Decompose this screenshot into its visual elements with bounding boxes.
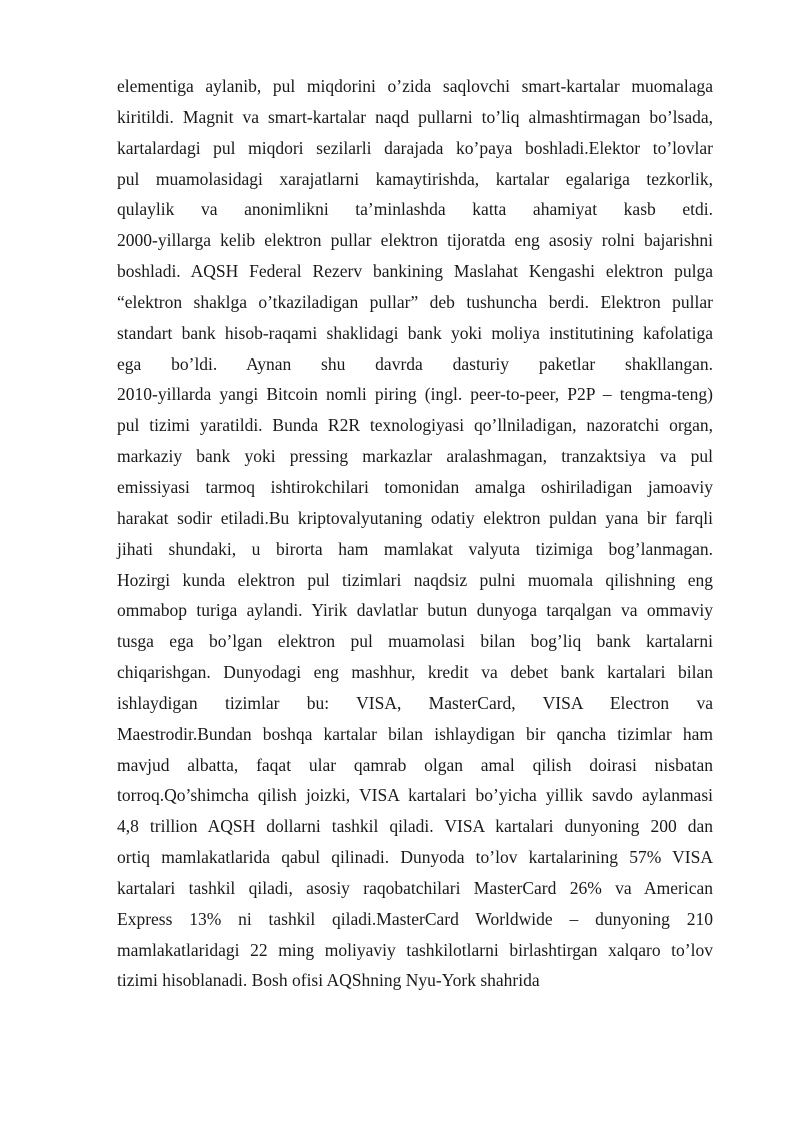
text-line: ortiq mamlakatlarida qabul qilinadi. Dunyoda to’lov kartalarining 57% VISA	[117, 847, 713, 868]
text-line: tizimi hisoblanadi. Bosh ofisi AQShning Nyu-York shahrida	[117, 970, 540, 991]
text-line: boshladi. AQSH Federal Rezerv bankining Maslahat Kengashi elektron pulga	[117, 261, 713, 282]
text-line: elementiga aylanib, pul miqdorini o’zida saqlovchi smart-kartalar muomalaga	[117, 76, 713, 96]
text-line: harakat sodir etiladi.Bu kriptovalyutaning odatiy elektron puldan yana bir farqli	[117, 507, 713, 528]
text-line: kartalardagi pul miqdori sezilarli darajada ko’paya boshladi.Elektor to’lovlar	[117, 137, 713, 158]
text-line: emissiyasi tarmoq ishtirokchilari tomonidan amalga oshiriladigan jamoaviy	[117, 476, 713, 497]
text-line: kartalari tashkil qiladi, asosiy raqobatchilari MasterCard 26% va American	[117, 877, 713, 898]
text-line: Maestrodir.Bundan boshqa kartalar bilan ishlaydigan bir qancha tizimlar ham	[117, 723, 713, 744]
text-line: standart bank hisob-raqami shaklidagi bank yoki moliya institutining kafolatiga	[117, 322, 713, 343]
text-line: 2010-yillarda yangi Bitcoin nomli piring (ingl. peer-to-peer, P2P – tengma-teng)	[117, 384, 713, 405]
text-line: tusga ega bo’lgan elektron pul muamolasi bilan bog’liq bank kartalarni	[117, 631, 713, 652]
text-line: 4,8 trillion AQSH dollarni tashkil qiladi. VISA kartalari dunyoning 200 dan	[117, 816, 713, 837]
text-line: “elektron shaklga o’tkaziladigan pullar” deb tushuncha berdi. Elektron pullar	[117, 291, 713, 312]
text-line: markaziy bank yoki pressing markazlar aralashmagan, tranzaktsiya va pul	[117, 446, 713, 467]
text-line: mavjud albatta, faqat ular qamrab olgan amal qilish doirasi nisbatan	[117, 754, 713, 775]
text-line: ommabop turiga aylandi. Yirik davlatlar butun dunyoga tarqalgan va ommaviy	[117, 600, 713, 621]
text-line: torroq.Qo’shimcha qilish joizki, VISA kartalari bo’yicha yillik savdo aylanmasi	[117, 785, 713, 806]
text-line: Hozirgi kunda elektron pul tizimlari naqdsiz pulni muomala qilishning eng	[117, 569, 713, 590]
text-line: pul muamolasidagi xarajatlarni kamaytirishda, kartalar egalariga tezkorlik,	[117, 168, 713, 189]
body-text	[117, 71, 713, 996]
text-line: chiqarishgan. Dunyodagi eng mashhur, kredit va debet bank kartalari bilan	[117, 662, 713, 683]
text-line: mamlakatlaridagi 22 ming moliyaviy tashkilotlarni birlashtirgan xalqaro to’lov	[117, 939, 713, 960]
text-line: qulaylik va anonimlikni ta’minlashda katta ahamiyat kasb etdi.	[117, 199, 713, 220]
text-line: kiritildi. Magnit va smart-kartalar naqd pullarni to’liq almashtirmagan bo’lsada,	[117, 106, 713, 127]
text-line: jihati shundaki, u birorta ham mamlakat valyuta tizimiga bog’lanmagan.	[117, 538, 713, 559]
text-line: ega bo’ldi. Aynan shu davrda dasturiy paketlar shakllangan.	[117, 353, 713, 374]
text-line: Express 13% ni tashkil qiladi.MasterCard Worldwide – dunyoning 210	[117, 908, 713, 929]
text-line: pul tizimi yaratildi. Bunda R2R texnologiyasi qo’llniladigan, nazoratchi organ,	[117, 415, 713, 436]
text-line: 2000-yillarga kelib elektron pullar elektron tijoratda eng asosiy rolni bajarishni	[117, 230, 713, 251]
text-line: ishlaydigan tizimlar bu: VISA, MasterCard, VISA Electron va	[117, 692, 713, 713]
